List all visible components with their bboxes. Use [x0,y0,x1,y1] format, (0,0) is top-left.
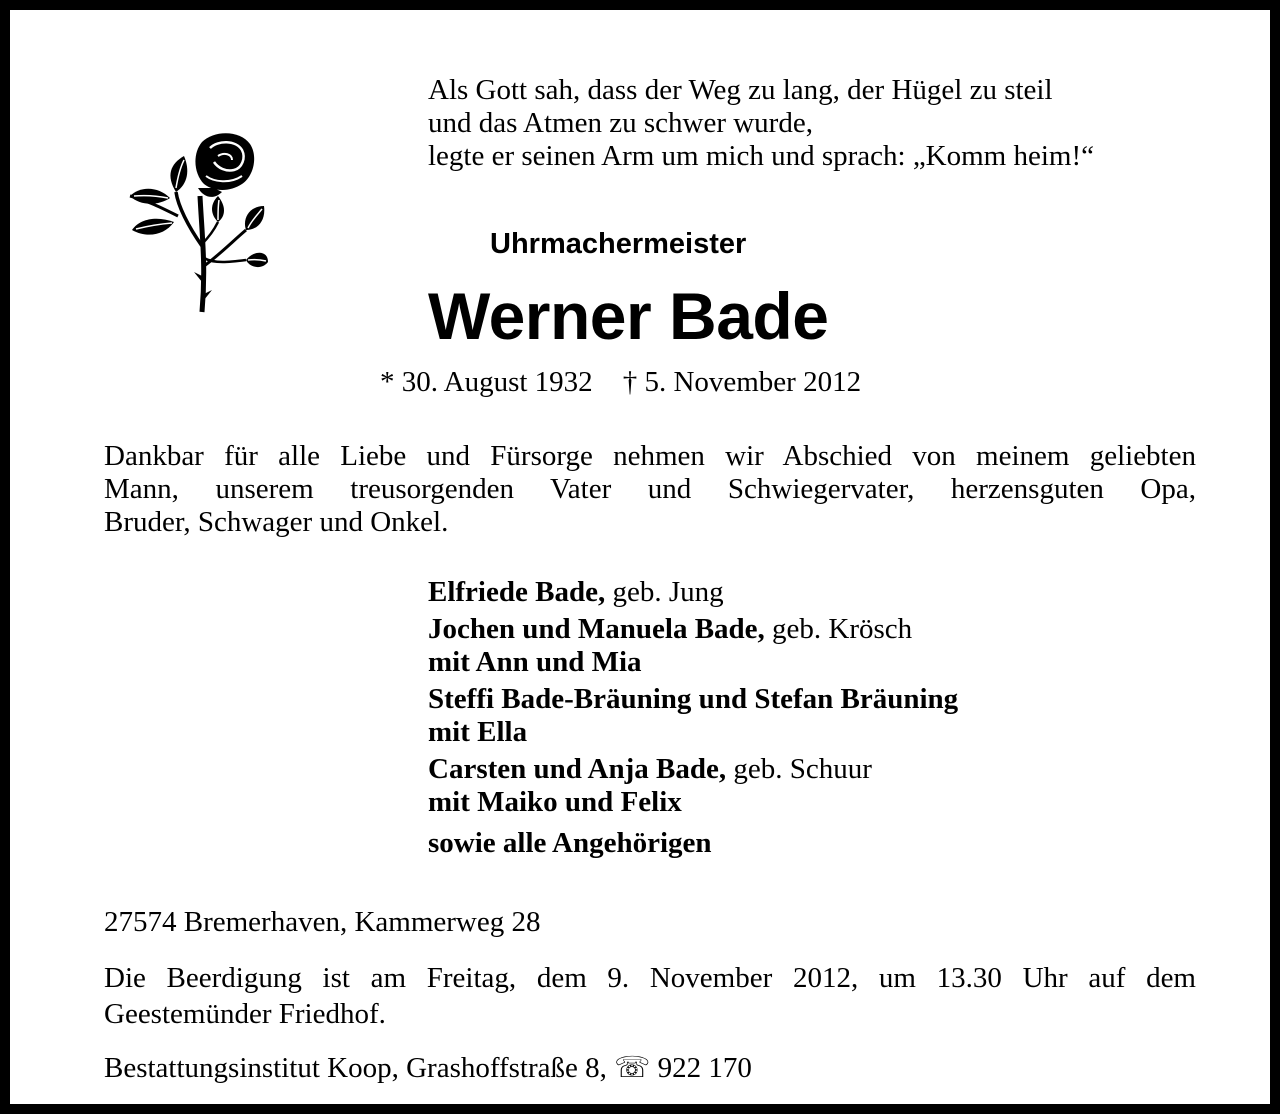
poem [428,74,1094,173]
other-relatives: sowie alle Angehörigen [428,827,712,859]
undertaker-text: Bestattungsinstitut Koop, Grashoffstraße 8, [104,1052,607,1084]
family-list [428,576,958,860]
farewell-text [104,440,1196,539]
poem-line: Als Gott sah, dass der Weg zu lang, der Hügel zu steil [428,74,1053,106]
undertaker-phone: 922 170 [657,1052,752,1084]
life-dates [380,366,861,399]
rose-icon [118,126,270,316]
family-entry [428,753,958,819]
funeral-line: Geestemünder Friedhof. [104,998,386,1030]
funeral-line: Die Beerdigung ist am Freitag, dem 9. November 2012, um 13.30 Uhr auf dem [104,962,1196,994]
funeral-info [104,960,1196,1032]
family-address: 27574 Bremerhaven, Kammerweg 28 [104,906,541,938]
family-member-children: mit Maiko und Felix [428,786,682,818]
family-entry [428,683,958,749]
death-date: † 5. November 2012 [622,366,862,398]
family-member-note: geb. Schuur [733,753,872,785]
poem-line: und das Atmen zu schwer wurde, [428,107,813,139]
farewell-line: Mann, unserem treusorgenden Vater und Schwiegervater, herzensguten Opa, [104,473,1196,505]
farewell-line: Bruder, Schwager und Onkel. [104,506,449,538]
family-member-note: geb. Jung [612,576,724,608]
family-member-name: Steffi Bade-Bräuning und Stefan Bräuning [428,683,959,715]
family-member-children: mit Ella [428,716,528,748]
family-member-children: mit Ann und Mia [428,646,642,678]
birth-date: * 30. August 1932 [380,366,593,398]
deceased-name: Werner Bade [428,279,829,353]
family-member-note: geb. Krösch [772,613,913,645]
family-member-name: Elfriede Bade, [428,576,606,608]
family-entry [428,613,958,679]
poem-line: legte er seinen Arm um mich und sprach: „Komm heim!“ [428,140,1095,172]
phone-icon: ☏ [614,1052,651,1084]
family-member-name: Carsten und Anja Bade, [428,753,727,785]
family-entry [428,576,958,609]
occupation-title: Uhrmachermeister [490,228,747,260]
farewell-line: Dankbar für alle Liebe und Fürsorge nehmen wir Abschied von meinem geliebten [104,440,1196,472]
family-member-name: Jochen und Manuela Bade, [428,613,765,645]
undertaker-info [104,1050,752,1085]
